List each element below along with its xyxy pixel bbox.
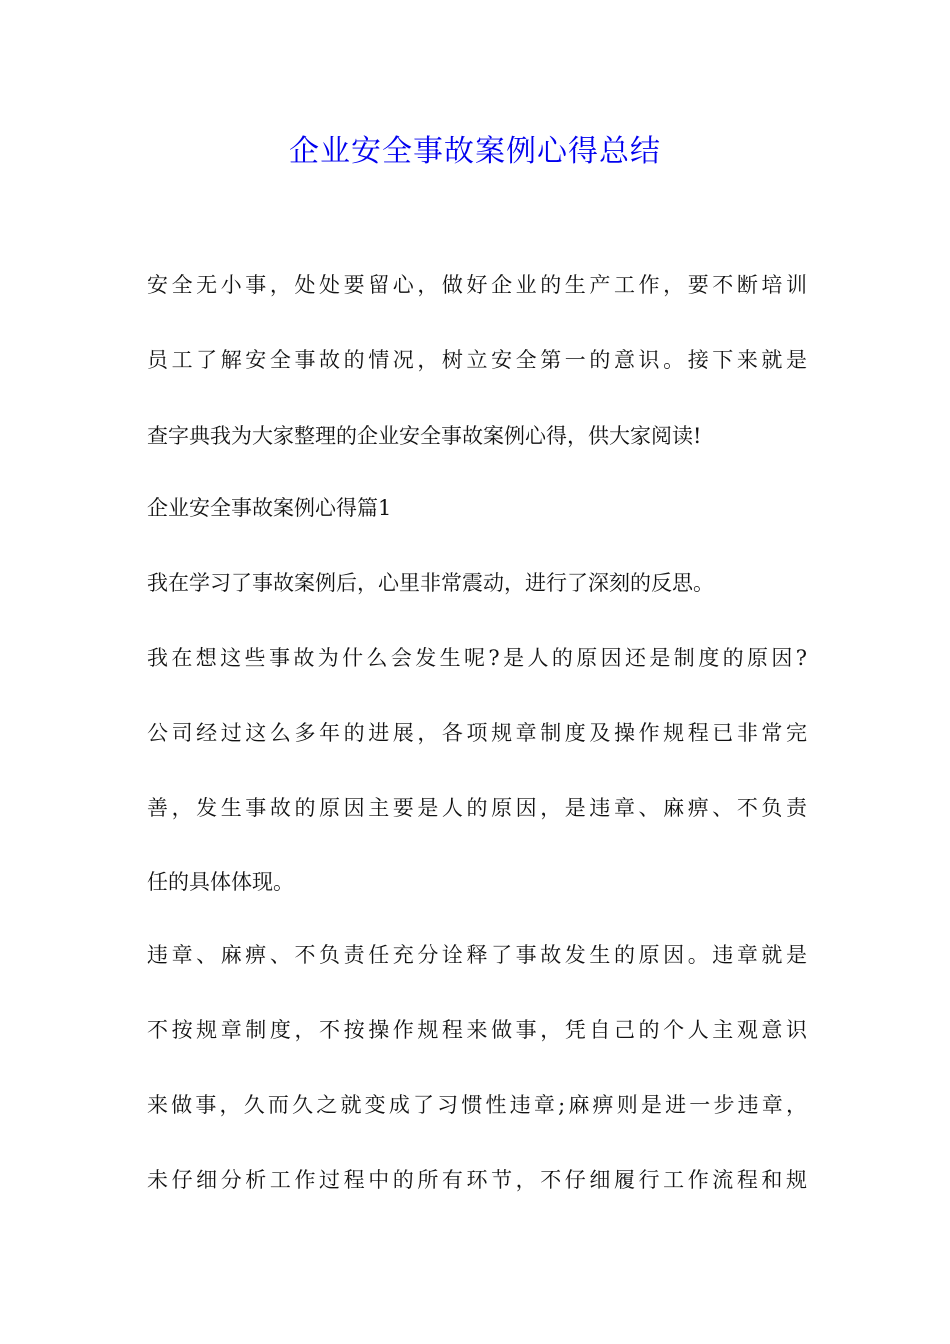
paragraph-line: 任的具体体现。: [147, 870, 294, 894]
paragraph-line: 安全无小事，处处要留心，做好企业的生产工作，要不断培训: [147, 273, 807, 297]
paragraph-line: 善，发生事故的原因主要是人的原因，是违章、麻痹、不负责: [147, 796, 807, 820]
paragraph-line: 我在学习了事故案例后，心里非常震动，进行了深刻的反思。: [147, 571, 714, 595]
paragraph-line: 违章、麻痹、不负责任充分诠释了事故发生的原因。违章就是: [147, 943, 807, 967]
paragraph-line: 公司经过这么多年的进展，各项规章制度及操作规程已非常完: [147, 721, 807, 745]
paragraph-line: 查字典我为大家整理的企业安全事故案例心得，供大家阅读!: [147, 424, 702, 448]
paragraph-line: 员工了解安全事故的情况，树立安全第一的意识。接下来就是: [147, 348, 807, 372]
paragraph-line: 来做事，久而久之就变成了习惯性违章;麻痹则是进一步违章，: [147, 1093, 807, 1117]
paragraph-line: 未仔细分析工作过程中的所有环节，不仔细履行工作流程和规: [147, 1168, 807, 1192]
paragraph-line: 我在想这些事故为什么会发生呢?是人的原因还是制度的原因?: [147, 646, 807, 670]
section-heading: 企业安全事故案例心得篇1: [147, 496, 392, 520]
paragraph-line: 不按规章制度，不按操作规程来做事，凭自己的个人主观意识: [147, 1018, 807, 1042]
document-title: 企业安全事故案例心得总结: [289, 134, 661, 169]
